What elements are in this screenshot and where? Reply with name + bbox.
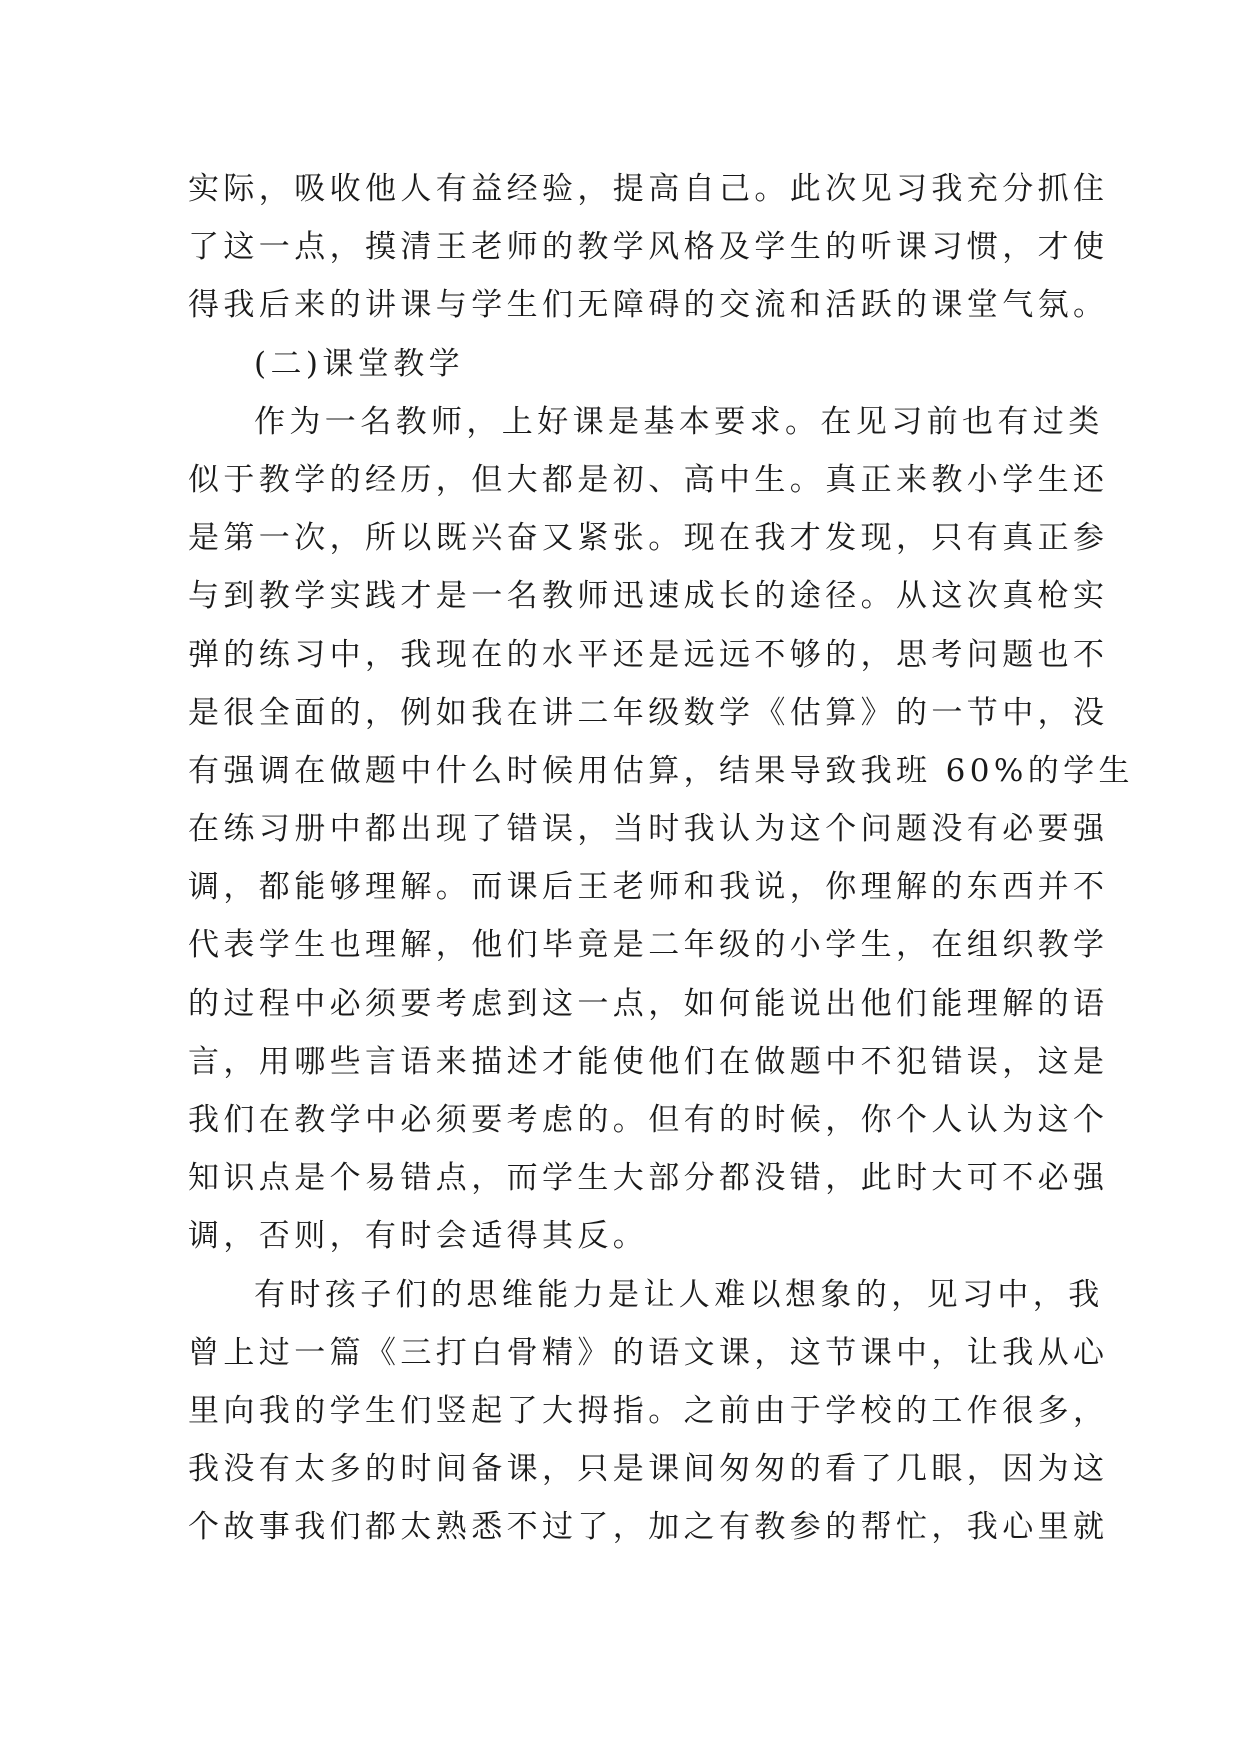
text-line: 有强调在做题中什么时候用估算，结果导致我班 60%的学生	[188, 752, 1134, 789]
text-line: 里向我的学生们竖起了大拇指。之前由于学校的工作很多，	[188, 1392, 1109, 1429]
section-heading: (二)课堂教学	[254, 345, 464, 382]
text-line: 了这一点，摸清王老师的教学风格及学生的听课习惯，才使	[188, 229, 1109, 266]
text-line: 实际，吸收他人有益经验，提高自己。此次见习我充分抓住	[188, 171, 1109, 207]
text-line: 是第一次，所以既兴奋又紧张。现在我才发现，只有真正参	[188, 520, 1109, 557]
document-body	[188, 160, 1134, 1557]
text-line: 调，否则，有时会适得其反。	[188, 1218, 649, 1255]
text-line: 在练习册中都出现了错误，当时我认为这个问题没有必要强	[188, 811, 1109, 848]
text-line: 与到教学实践才是一名教师迅速成长的途径。从这次真枪实	[188, 578, 1109, 615]
text-line: 个故事我们都太熟悉不过了，加之有教参的帮忙，我心里就	[188, 1509, 1109, 1546]
text-line: 知识点是个易错点，而学生大部分都没错，此时大可不必强	[188, 1160, 1109, 1197]
text-line: 曾上过一篇《三打白骨精》的语文课，这节课中，让我从心	[188, 1334, 1109, 1371]
text-line: 得我后来的讲课与学生们无障碍的交流和活跃的课堂气氛。	[188, 287, 1109, 324]
text-line: 似于教学的经历，但大都是初、高中生。真正来教小学生还	[188, 461, 1109, 498]
text-line: 弹的练习中，我现在的水平还是远远不够的，思考问题也不	[188, 636, 1109, 673]
text-line: 言，用哪些言语来描述才能使他们在做题中不犯错误，这是	[188, 1043, 1109, 1080]
text-line: 是很全面的，例如我在讲二年级数学《估算》的一节中，没	[188, 694, 1109, 731]
text-line: 的过程中必须要考虑到这一点，如何能说出他们能理解的语	[188, 985, 1109, 1022]
text-line: 调，都能够理解。而课后王老师和我说，你理解的东西并不	[188, 869, 1109, 906]
text-line: 代表学生也理解，他们毕竟是二年级的小学生，在组织教学	[188, 927, 1109, 964]
text-line: 作为一名教师，上好课是基本要求。在见习前也有过类	[254, 403, 1104, 440]
text-line: 有时孩子们的思维能力是让人难以想象的，见习中，我	[254, 1276, 1104, 1313]
text-line: 我们在教学中必须要考虑的。但有的时候，你个人认为这个	[188, 1102, 1109, 1138]
text-line: 我没有太多的时间备课，只是课间匆匆的看了几眼，因为这	[188, 1451, 1109, 1488]
